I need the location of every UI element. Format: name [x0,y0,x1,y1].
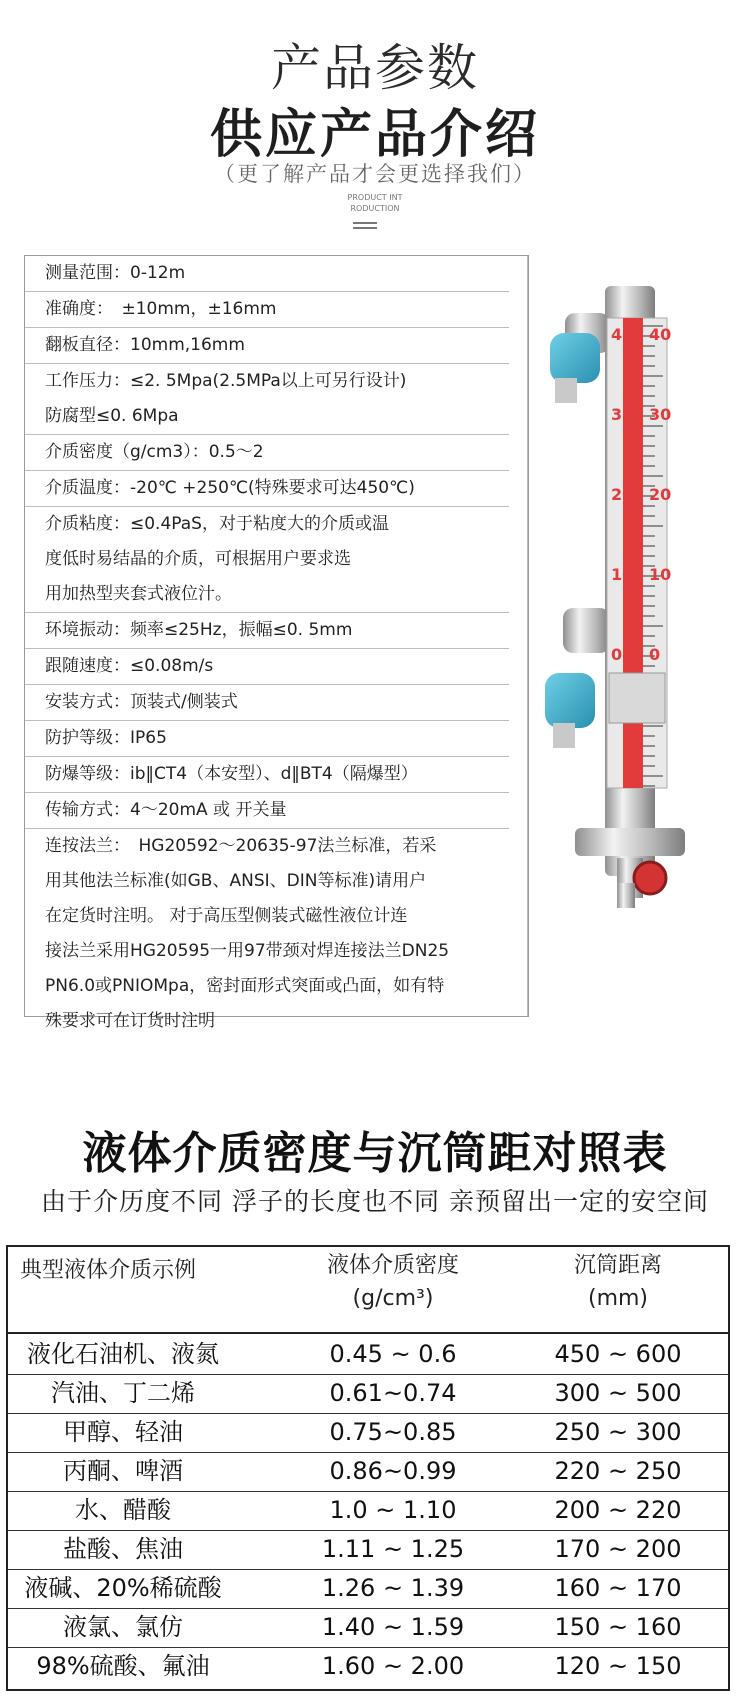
spec-text: 工作压力：≤2. 5Mpa(2.5MPa以上可另行设计) [45,371,407,391]
valve-body [617,883,635,908]
table-row [8,1452,728,1491]
spec-row [25,721,509,757]
cell-liquid: 液碱、20%稀硫酸 [24,1574,222,1602]
scale-label: 10 [649,565,672,584]
spec-row [25,649,509,685]
spec-text: 准确度： ±10mm，±16mm [45,299,277,319]
spec-table [24,255,529,1031]
table-header-density [263,1249,523,1334]
spec-row [25,328,509,364]
spec-row [25,829,509,1040]
cell-distance: 300 ~ 500 [554,1379,682,1407]
table-row [8,1335,728,1374]
decorative-divider [353,222,377,224]
spec-row [25,364,509,435]
table-header-distance [508,1249,728,1334]
table-header-density-label: 液体介质密度 [326,1253,459,1278]
cell-liquid: 液氯、氯仿 [63,1613,183,1641]
cell-liquid: 98%硫酸、氟油 [36,1652,210,1680]
cell-distance: 220 ~ 250 [554,1457,682,1485]
table-row [8,1413,728,1452]
spec-row [25,292,509,328]
table-header-distance-label: 沉筒距离 [573,1253,662,1278]
table-row [8,1608,728,1647]
decorative-divider [353,227,377,229]
spec-row [25,471,509,507]
spec-text: 安装方式：顶装式/侧装式 [45,692,238,712]
spec-text: 翻板直径：10mm,16mm [45,335,245,355]
spec-text: 介质温度：-20℃ +250℃(特殊要求可达450℃) [45,478,415,498]
page-subtitle: （更了解产品才会更选择我们） [214,162,536,186]
bottom-flange [575,828,685,856]
scale-label: 30 [649,405,672,424]
spec-text: 防腐型≤0. 6Mpa [45,406,179,426]
valve-wheel-icon [634,862,666,894]
density-section-subtitle: 由于介历度不同 浮子的长度也不同 亲预留出一定的安空间 [41,1187,709,1216]
page-title: 供应产品介绍 [209,105,540,165]
english-caption-line-2: RODUCTION [350,204,400,213]
spec-text: 殊要求可在订货时注明 [45,1011,215,1031]
spec-text: 跟随速度：≤0.08m/s [45,656,214,676]
spec-text: 防护等级：IP65 [45,728,167,748]
scale-label: 20 [611,485,634,504]
spec-row [25,507,509,613]
cell-distance: 250 ~ 300 [554,1418,682,1446]
table-row [8,1569,728,1608]
cell-distance: 450 ~ 600 [554,1340,682,1368]
spec-text: 在定货时注明。 对于高压型侧装式磁性液位计连 [45,906,408,926]
spec-text: PN6.0或PNIOMpa，密封面形式突面或凸面，如有特 [45,976,445,996]
spec-text: 环境振动：频率≤25Hz，振幅≤0. 5mm [45,620,353,640]
scale-label: 0 [611,645,623,664]
nameplate [609,673,665,723]
cell-distance: 150 ~ 160 [554,1613,682,1641]
cell-liquid: 汽油、丁二烯 [51,1379,195,1407]
table-header-example: 典型液体介质示例 [20,1258,197,1283]
spec-text: 防爆等级：ib‖CT4（本安型）、d‖BT4（隔爆型） [45,764,418,784]
spec-text: 用其他法兰标准(如GB、ANSI、DIN等标准)请用户 [45,871,427,891]
spec-text: 测量范围：0-12m [45,263,186,283]
spec-row [25,613,509,649]
middle-flange [563,608,610,653]
cell-liquid: 水、醋酸 [75,1496,171,1524]
header-separator [8,1332,728,1334]
english-caption-line-1: PRODUCT INT [347,193,403,202]
cell-density: 1.40 ~ 1.59 [321,1613,465,1641]
spec-text: 传输方式：4～20mA 或 开关量 [45,800,287,820]
cell-density: 0.86~0.99 [329,1457,457,1485]
spec-row [25,256,509,292]
cell-distance: 160 ~ 170 [554,1574,682,1602]
cell-density: 1.60 ~ 2.00 [321,1652,465,1680]
cell-liquid: 甲醇、轻油 [63,1418,183,1446]
spec-row [25,793,509,829]
cell-density: 1.0 ~ 1.10 [329,1496,457,1524]
spec-row [25,685,509,721]
cell-density: 1.26 ~ 1.39 [321,1574,465,1602]
scale-label: 30 [611,405,634,424]
cable-gland-bottom [553,723,575,748]
table-row [8,1530,728,1569]
spec-text: 用加热型夹套式液位汁。 [45,584,232,604]
english-caption [0,192,750,214]
spec-text: 连按法兰： HG20592～20635-97法兰标准，若采 [45,836,437,856]
scale-label: 0 [649,645,661,664]
cell-liquid: 液化石油机、液氮 [27,1340,219,1368]
spec-table-divider [527,256,528,1016]
junction-box-bottom [545,673,595,728]
cell-distance: 170 ~ 200 [554,1535,682,1563]
cable-gland-top [555,378,577,403]
cell-density: 0.45 ~ 0.6 [329,1340,457,1368]
junction-box-top [550,333,600,383]
spec-text: 度低时易结晶的介质，可根据用户要求选 [45,549,351,569]
table-row [8,1374,728,1413]
scale-label: 10 [611,565,634,584]
spec-text: 介质粘度：≤0.4PaS，对于粘度大的介质或温 [45,514,389,534]
cell-density: 1.11 ~ 1.25 [321,1535,465,1563]
table-row [8,1491,728,1530]
spec-row [25,435,509,471]
cell-distance: 120 ~ 150 [554,1652,682,1680]
section-title: 产品参数 [271,39,479,97]
density-section-title: 液体介质密度与沉筒距对照表 [82,1128,668,1179]
table-header-density-unit: (g/cm³) [352,1286,434,1311]
level-gauge-illustration [545,278,735,1038]
spec-text: 介质密度（g/cm3）：0.5～2 [45,442,264,462]
cell-liquid: 丙酮、啤酒 [63,1457,183,1485]
cell-distance: 200 ~ 220 [554,1496,682,1524]
spec-text: 接法兰采用HG20595一用97带颈对焊连接法兰DN25 [45,941,450,961]
cell-density: 0.75~0.85 [329,1418,457,1446]
table-row [8,1647,728,1686]
scale-label: 40 [611,325,634,344]
scale-label: 20 [649,485,672,504]
density-table [6,1245,730,1691]
cell-density: 0.61~0.74 [329,1379,457,1407]
scale-label: 40 [649,325,672,344]
cell-liquid: 盐酸、焦油 [63,1535,183,1563]
spec-row [25,757,509,793]
table-header-distance-unit: (mm) [587,1286,649,1311]
